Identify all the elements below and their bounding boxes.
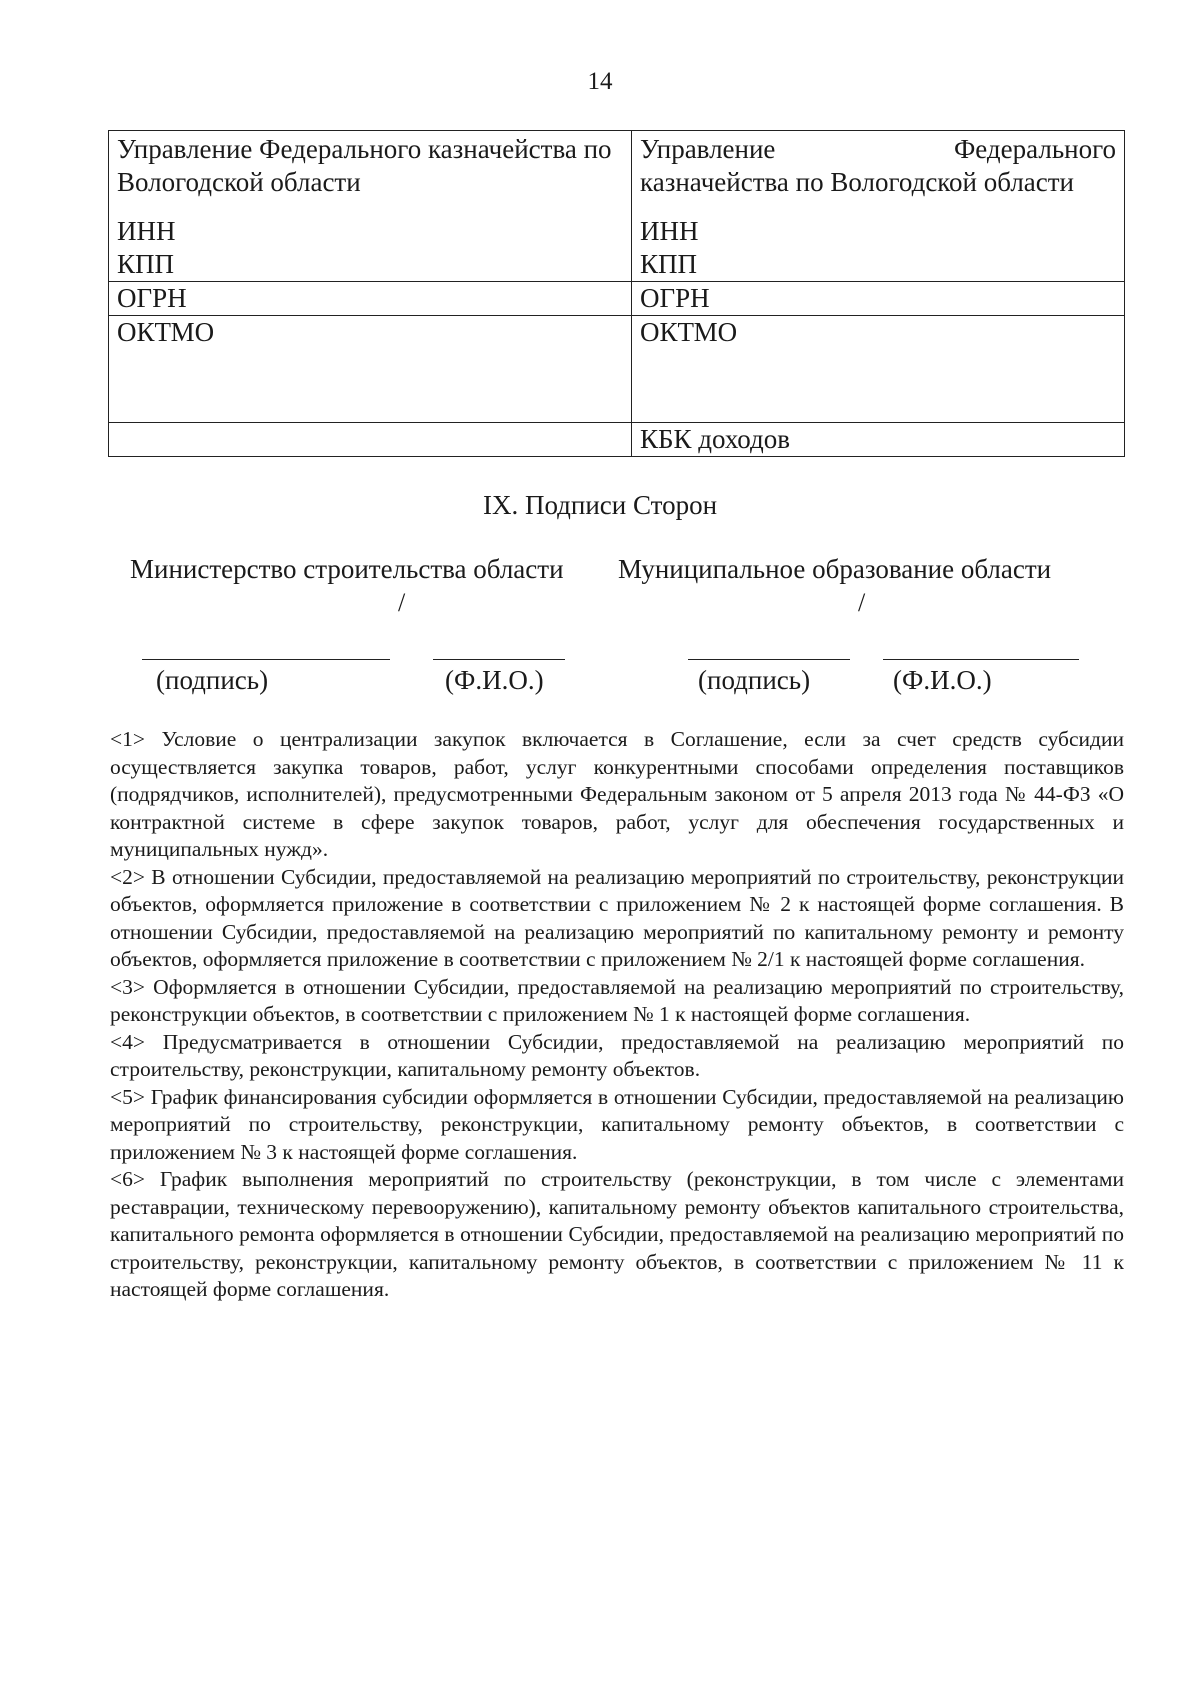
right-name-label: (Ф.И.О.) <box>893 665 992 695</box>
right-treasury-name-word2: Федерального <box>953 134 1116 164</box>
right-kpp-label: КПП <box>640 249 698 279</box>
requisites-row-oktmo <box>109 316 1125 423</box>
footnote-5: <5> График финансирования субсидии оформляется в отношении Субсидии, предоставляемой на реализацию мероприятий по строительству, реконструкции, капитальному ремонту объектов, в соответствии с приложением № 3 к настоящей форме соглашения. <box>110 1084 1124 1164</box>
right-requisites-cell <box>632 131 1125 282</box>
right-ogrn-label: ОГРН <box>632 282 1125 316</box>
left-kpp-label: КПП <box>117 249 175 279</box>
footnote-4: <4> Предусматривается в отношении Субсидии, предоставляемой на реализацию мероприятий по строительству, реконструкции, капитальному ремонту объектов. <box>110 1029 1124 1081</box>
requisites-row-ogrn <box>109 282 1125 316</box>
footnote-1: <1> Условие о централизации закупок включается в Соглашение, если за счет средств субсидии осуществляется закупка товаров, работ, услуг конкурентными способами определения поставщиков (подрядчиков, исполнителей), предусмотренными Федеральным законом от 5 апреля 2013 года № 44-ФЗ «О контрактной системе в сфере закупок товаров, работ, услуг для обеспечения государственных и муниципальных нужд». <box>110 727 1124 861</box>
right-party-name: Муниципальное образование области <box>618 554 1052 584</box>
right-kbk-label: КБК доходов <box>632 423 1125 457</box>
section-title: IX. Подписи Сторон <box>482 490 718 520</box>
right-signature-line <box>688 659 850 660</box>
left-signature-label: (подпись) <box>156 665 269 695</box>
left-ogrn-label: ОГРН <box>109 282 632 316</box>
left-name-label: (Ф.И.О.) <box>445 665 544 695</box>
left-signature-line <box>142 659 390 660</box>
footnote-6: <6> График выполнения мероприятий по строительству (реконструкции, в том числе с элементами реставрации, техническому перевооружению), капитальному ремонту объектов капитального строительства, капитального ремонта оформляется в отношении Субсидии, предоставляемой на реализацию мероприятий по строительству, реконструкции, капитальному ремонту объектов, в соответствии с приложением № 11 к настоящей форме соглашения. <box>110 1167 1124 1301</box>
left-requisites-cell <box>109 131 632 282</box>
footnotes <box>110 726 1124 1304</box>
right-treasury-name-word1: Управление <box>640 134 776 164</box>
left-empty-cell <box>109 423 632 457</box>
left-inn-label: ИНН <box>117 216 176 246</box>
left-oktmo-label: ОКТМО <box>109 316 632 423</box>
right-inn-label: ИНН <box>640 216 699 246</box>
requisites-row-name-inn-kpp <box>109 131 1125 282</box>
right-signature-label: (подпись) <box>698 665 811 695</box>
left-slash: / <box>398 588 406 617</box>
right-slash: / <box>858 588 866 617</box>
requisites-row-kbk <box>109 423 1125 457</box>
footnote-2: <2> В отношении Субсидии, предоставляемой на реализацию мероприятий по строительству, реконструкции объектов, оформляется приложение в соответствии с приложением № 2 к настоящей форме соглашения. В отношении Субсидии, предоставляемой на реализацию мероприятий по капитальному ремонту и ремонту объектов, оформляется приложение в соответствии с приложением № 2/1 к настоящей форме соглашения. <box>110 864 1124 971</box>
requisites-table <box>108 130 1125 457</box>
page-number: 14 <box>587 68 613 95</box>
left-treasury-name: Управление Федерального казначейства по Вологодской области <box>117 134 612 197</box>
right-oktmo-label: ОКТМО <box>632 316 1125 423</box>
right-treasury-name-line2: казначейства по Вологодской области <box>640 167 1075 197</box>
left-party-name: Министерство строительства области <box>130 554 564 584</box>
right-treasury-name-line1 <box>640 133 1116 166</box>
footnote-3: <3> Оформляется в отношении Субсидии, предоставляемой на реализацию мероприятий по строительству, реконструкции объектов, в соответствии с приложением № 1 к настоящей форме соглашения. <box>110 974 1124 1026</box>
left-name-line <box>433 659 565 660</box>
right-name-line <box>883 659 1079 660</box>
